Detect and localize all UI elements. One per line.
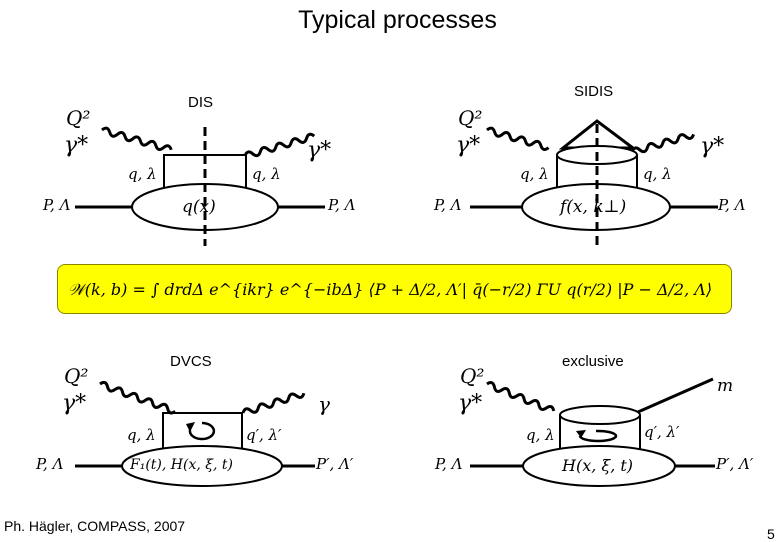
sidis-quark-right-label: q, λ <box>643 165 672 183</box>
exclusive-proton-out-label: P′, Λ′ <box>716 455 754 473</box>
exclusive-meson-line <box>638 379 713 412</box>
dis-label: DIS <box>188 94 214 111</box>
dvcs-blob-label: F₁(t), H(x, ξ, t) <box>130 457 233 473</box>
dvcs-q2-label: Q² <box>64 364 89 388</box>
dvcs-proton-in-label: P, Λ <box>36 455 64 473</box>
sidis-proton-in-label: P, Λ <box>434 196 462 214</box>
exclusive-loop-arrow <box>580 431 616 441</box>
dis-photon-out-label: γ* <box>307 138 332 163</box>
page-number: 5 <box>767 526 775 542</box>
exclusive-label: exclusive <box>562 353 624 370</box>
dvcs-photon-out <box>242 390 305 415</box>
sidis-q2-label: Q² <box>458 106 483 130</box>
exclusive-photon-in <box>486 381 555 414</box>
sidis-label: SIDIS <box>574 83 614 100</box>
dis-quark-right-label: q, λ <box>252 165 281 183</box>
dvcs-proton-out-label: P′, Λ′ <box>316 455 354 473</box>
sidis-proton-out-label: P, Λ <box>718 196 746 214</box>
exclusive-proton-in-label: P, Λ <box>435 455 463 473</box>
dvcs-label: DVCS <box>170 353 212 370</box>
exclusive-quark-left-label: q, λ <box>526 426 555 444</box>
exclusive-quark-cylinder-top <box>560 406 640 424</box>
sidis-photon-out-label: γ* <box>700 134 725 159</box>
dvcs-photon-in <box>99 381 176 414</box>
page-title: Typical processes <box>298 6 497 34</box>
dvcs-quark-left-label: q, λ <box>127 426 156 444</box>
footer-credit: Ph. Hägler, COMPASS, 2007 <box>4 518 186 534</box>
dis-photon-out <box>244 133 315 159</box>
dis-q2-label: Q² <box>66 106 91 130</box>
dvcs-loop-arrow <box>190 423 214 439</box>
exclusive-photon-in-label: γ* <box>458 391 483 416</box>
exclusive-q2-label: Q² <box>460 364 485 388</box>
dvcs-photon-in-label: γ* <box>62 391 87 416</box>
sidis-diagram <box>470 121 718 246</box>
dis-photon-in-label: γ* <box>64 133 89 158</box>
dis-diagram <box>75 127 325 246</box>
dis-blob-label: q(x) <box>182 197 216 217</box>
sidis-blob-label: f(x, k⊥) <box>560 197 627 217</box>
dvcs-photon-out-label: γ <box>318 392 330 416</box>
sidis-quark-left-label: q, λ <box>520 165 549 183</box>
exclusive-blob-label: H(x, ξ, t) <box>562 456 634 475</box>
sidis-photon-in <box>486 127 549 150</box>
sidis-photon-out <box>631 131 694 154</box>
dis-quark-left-label: q, λ <box>128 165 157 183</box>
sidis-photon-in-label: γ* <box>456 133 481 158</box>
dis-proton-out-label: P, Λ <box>328 196 356 214</box>
dis-photon-in <box>101 127 172 153</box>
exclusive-quark-right-label: q′, λ′ <box>644 423 680 441</box>
wigner-formula: 𝒲(k, b) = ∫ drdΔ e^{ikr} e^{−ibΔ} ⟨P + Δ/2, Λ′| q̄(−r/2) ΓU q(r/2) |P − Δ/2, Λ⟩ <box>68 280 713 299</box>
dis-proton-in-label: P, Λ <box>43 196 71 214</box>
exclusive-meson-label: m <box>717 376 734 396</box>
dvcs-quark-right-label: q′, λ′ <box>246 426 282 444</box>
